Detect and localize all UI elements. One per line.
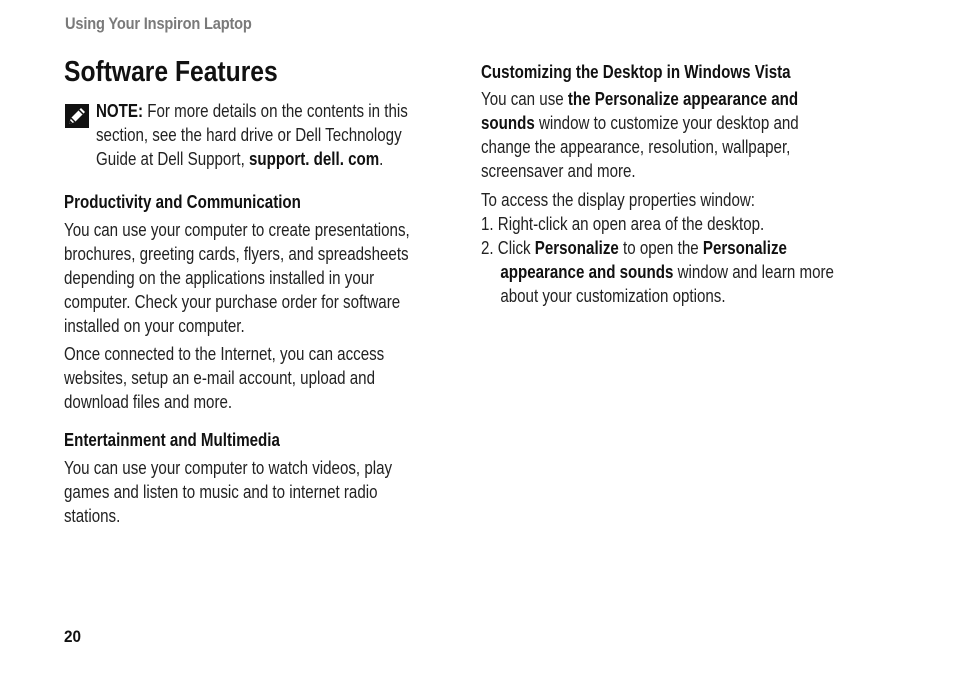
entertainment-heading: Entertainment and Multimedia [64,430,280,450]
customizing-heading: Customizing the Desktop in Windows Vista [481,62,791,82]
entertainment-paragraph [64,456,392,528]
paragraph-line: You can use your computer to create presentations, [64,220,410,240]
page-title: Software Features [64,56,278,88]
pencil-note-icon [65,104,89,128]
note-line3-end: . [379,149,384,169]
access-instructions [481,188,834,308]
note-line2: section, see the hard drive or Dell Technology [96,125,402,145]
step-2-line-3: about your customization options. [500,286,726,306]
paragraph-line: Once connected to the Internet, you can access [64,344,385,364]
productivity-paragraph-2 [64,342,384,414]
paragraph-line: download files and more. [64,392,233,412]
customizing-intro [481,87,799,183]
paragraph-line: stations. [64,506,121,526]
step-2-rest: window and learn more [673,262,834,282]
step-2-start: 2. Click [481,238,535,258]
paragraph-line: installed on your computer. [64,316,245,336]
intro-rest: window to customize your desktop and [534,113,799,133]
paragraph-line: You can use your computer to watch videos, play [64,458,393,478]
personalize-label-2: Personalize [702,238,787,258]
note-line3: Guide at Dell Support, [96,149,249,169]
step-1: 1. Right-click an open area of the desktop. [481,214,765,234]
access-text: To access the display properties window: [481,190,755,210]
intro-line-3: change the appearance, resolution, wallpaper, [481,137,791,157]
productivity-paragraph-1 [64,218,410,338]
personalize-label: Personalize [534,238,619,258]
dell-support-link[interactable]: support. dell. com [248,149,380,169]
note-line1: For more details on the contents in this [143,101,408,121]
intro-line-4: screensaver and more. [481,161,636,181]
personalize-window-name: the Personalize appearance and [567,89,799,109]
paragraph-line: games and listen to music and to internet radio [64,482,378,502]
personalize-window-name-end: sounds [481,113,535,133]
productivity-heading: Productivity and Communication [64,192,301,212]
paragraph-line: websites, setup an e-mail account, upload and [64,368,375,388]
intro-start: You can use [481,89,568,109]
page-number: 20 [64,627,82,646]
paragraph-line: depending on the applications installed in your [64,268,375,288]
paragraph-line: computer. Check your purchase order for software [64,292,401,312]
running-header: Using Your Inspiron Laptop [65,14,252,33]
note-label: NOTE: [96,101,144,121]
appearance-sounds-label: appearance and sounds [500,262,674,282]
paragraph-line: brochures, greeting cards, flyers, and spreadsheets [64,244,409,264]
step-2-mid: to open the [618,238,703,258]
note-block [96,99,408,171]
